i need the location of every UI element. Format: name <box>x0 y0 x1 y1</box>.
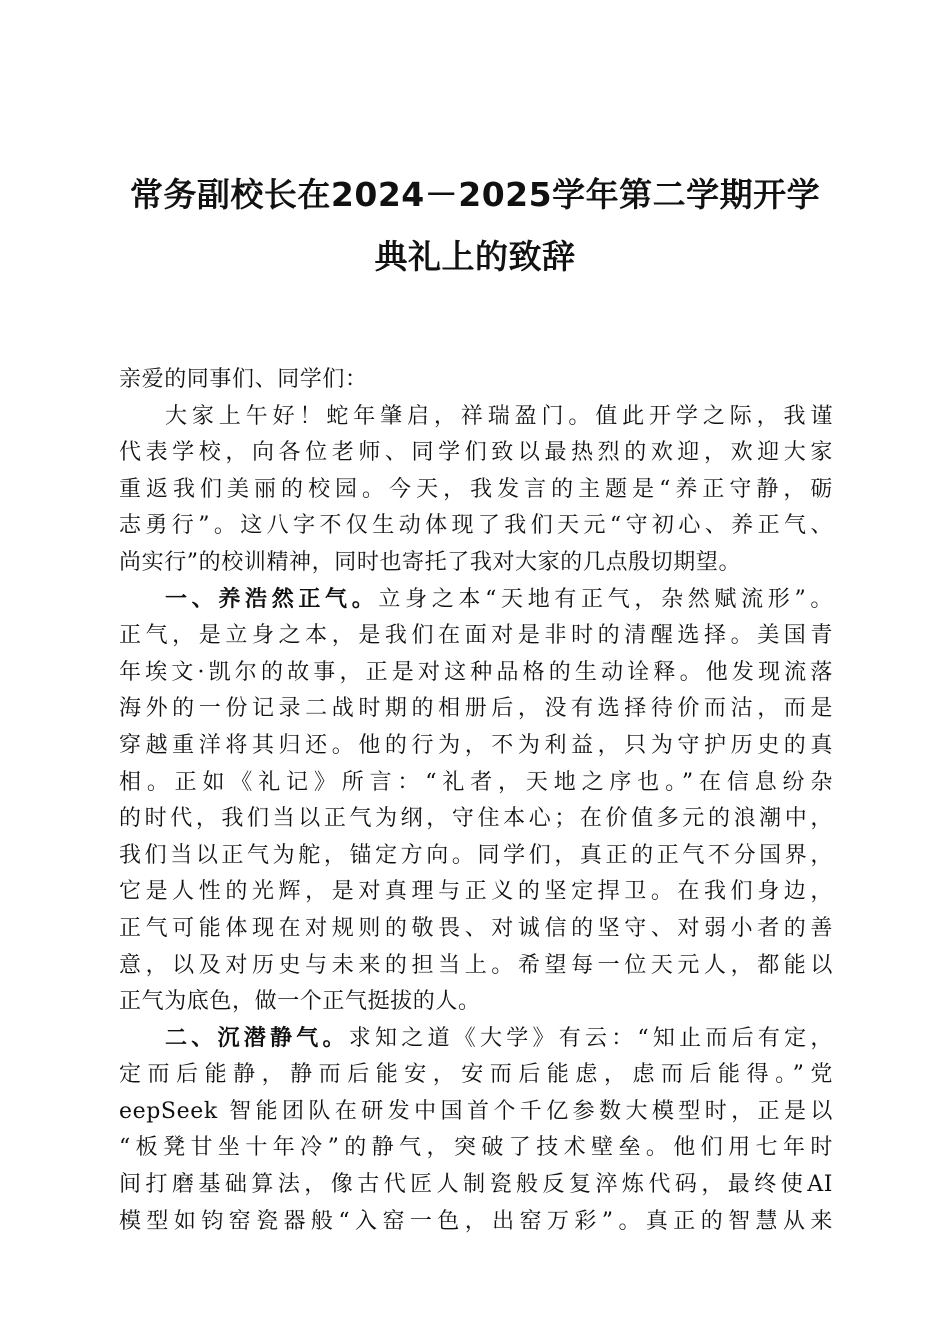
section2-first-line <box>119 1021 833 1058</box>
section1-line: 正气，是立身之本，是我们在面对是非时的清醒选择。美国青 <box>119 623 833 649</box>
intro-line: 代表学校，向各位老师、同学们致以最热烈的欢迎，欢迎大家 <box>119 440 833 466</box>
salutation: 亲爱的同事们、同学们： <box>119 367 368 392</box>
section1-line: 海外的一份记录二战时期的相册后，没有选择待价而沽，而是 <box>119 696 833 722</box>
section2-line: 定而后能静，静而后能安，安而后能虑，虑而后能得。”党 <box>119 1062 833 1088</box>
section2-first-line-text: 求知之道《大学》有云：“知止而后有定， <box>348 1025 834 1051</box>
section1-line: 它是人性的光辉，是对真理与正义的坚定捍卫。在我们身边， <box>119 879 833 905</box>
section2-line: 模型如钧窑瓷器般“入窑一色，出窑万彩”。真正的智慧从来 <box>119 1208 833 1234</box>
section1-line: 穿越重洋将其归还。他的行为，不为利益，只为守护历史的真 <box>119 732 833 758</box>
section1-first-line <box>119 582 833 619</box>
title-line-2: 典礼上的致辞 <box>374 237 576 276</box>
section1-heading: 一、养浩然正气。 <box>165 586 379 612</box>
intro-line: 大家上午好！蛇年肇启，祥瑞盈门。值此开学之际，我谨 <box>165 403 833 429</box>
document-body <box>119 362 833 1240</box>
section1-line: 的时代，我们当以正气为纲，守住本心；在价值多元的浪潮中， <box>119 806 833 832</box>
title-line-1: 常务副校长在2024－2025学年第二学期开学 <box>129 175 821 214</box>
section2-line: eepSeek 智能团队在研发中国首个千亿参数大模型时，正是以 <box>119 1098 833 1124</box>
section2-line: 间打磨基础算法，像古代匠人制瓷般反复淬炼代码，最终使AI <box>119 1172 833 1198</box>
intro-line: 重返我们美丽的校园。今天，我发言的主题是“养正守静，砺 <box>119 476 833 502</box>
section2-line: “板凳甘坐十年冷”的静气，突破了技术壁垒。他们用七年时 <box>119 1135 833 1161</box>
section1-first-line-text: 立身之本“天地有正气，杂然赋流形”。 <box>378 586 833 612</box>
intro-line: 尚实行”的校训精神，同时也寄托了我对大家的几点殷切期望。 <box>119 549 742 575</box>
section1-line: 相。正如《礼记》所言：“礼者，天地之序也。”在信息纷杂 <box>119 769 833 795</box>
section1-line: 意，以及对历史与未来的担当上。希望每一位天元人，都能以 <box>119 952 833 978</box>
intro-line: 志勇行”。这八字不仅生动体现了我们天元“守初心、养正气、 <box>119 513 833 539</box>
document-title <box>100 168 850 284</box>
section1-line: 我们当以正气为舵，锚定方向。同学们，真正的正气不分国界， <box>119 842 833 868</box>
section1-line: 正气为底色，做一个正气挺拔的人。 <box>119 989 481 1015</box>
section1-line: 正气可能体现在对规则的敬畏、对诚信的坚守、对弱小者的善 <box>119 915 833 941</box>
section1-line: 年埃文·凯尔的故事，正是对这种品格的生动诠释。他发现流落 <box>119 659 833 685</box>
section2-heading: 二、沉潜静气。 <box>165 1025 349 1051</box>
